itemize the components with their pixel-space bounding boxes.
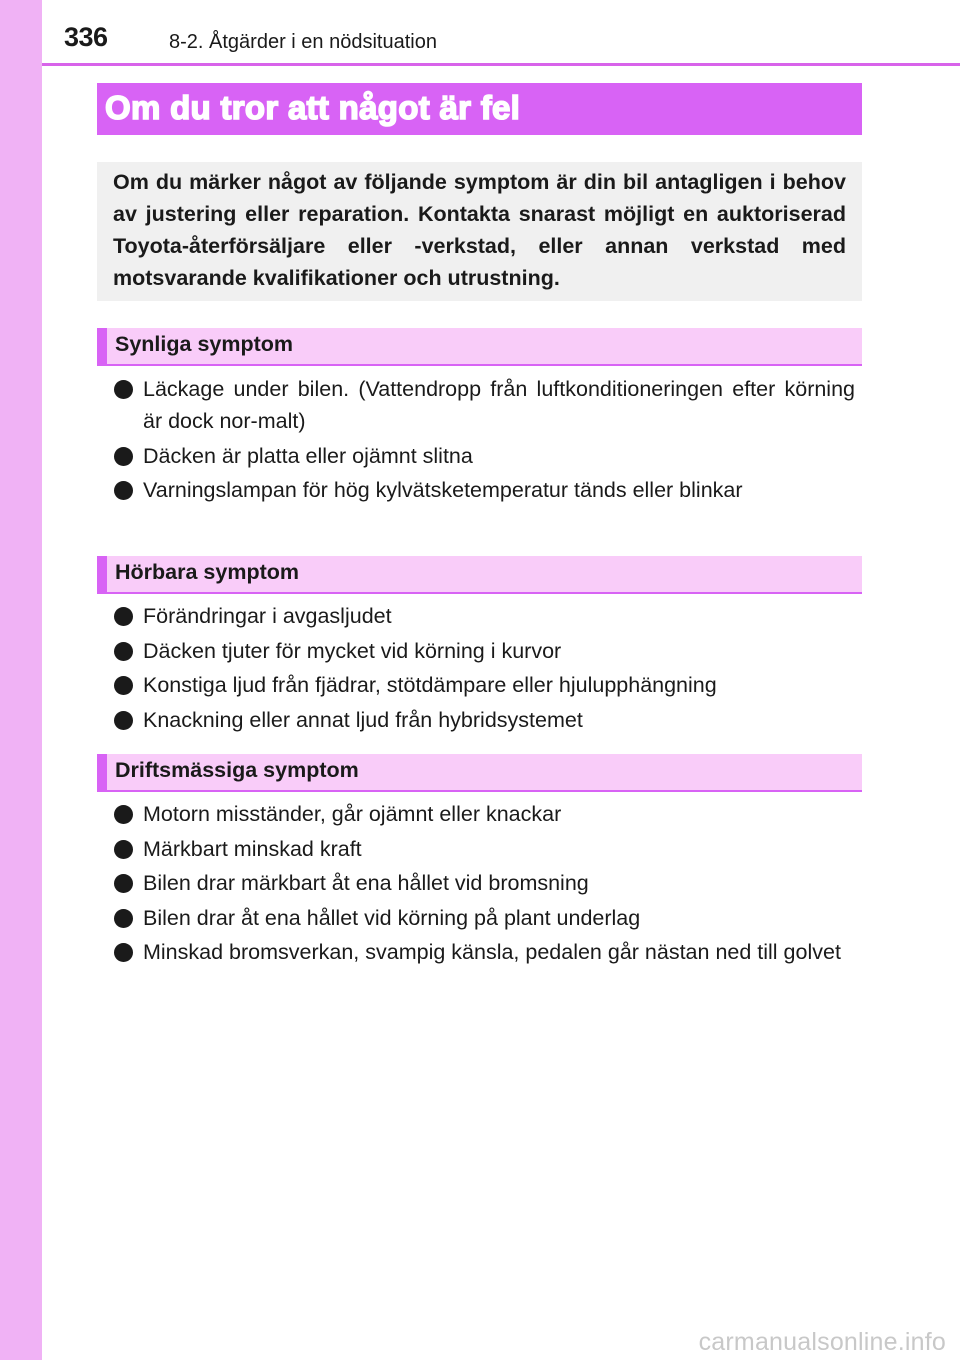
bullet-icon <box>114 943 133 962</box>
title-banner <box>97 83 862 135</box>
bullet-icon <box>114 642 133 661</box>
bullet-icon <box>114 840 133 859</box>
section-header-operational <box>97 754 862 792</box>
list-item <box>0 936 855 968</box>
list-item <box>0 704 855 736</box>
list-item-text: Däcken är platta eller ojämnt slitna <box>143 443 473 468</box>
list-item-text: Förändringar i avgasljudet <box>143 604 392 628</box>
bullet-icon <box>114 805 133 824</box>
list-item-text: Läckage under bilen. (Vattendropp från luftkonditioneringen efter körning är dock nor-malt) <box>143 377 855 433</box>
list-item <box>0 440 855 472</box>
section-header-audible <box>97 556 862 594</box>
bullet-icon <box>114 874 133 893</box>
bullet-icon <box>114 380 133 399</box>
list-item <box>0 373 855 437</box>
bullet-icon <box>114 676 133 695</box>
list-item <box>0 798 855 830</box>
list-item-text: Knackning eller annat ljud från hybridsystemet <box>143 707 583 732</box>
section-title: Driftsmässiga symptom <box>115 758 359 782</box>
section-items-visible <box>0 373 960 509</box>
list-item-text: Motorn misständer, går ojämnt eller knackar <box>143 802 562 826</box>
list-item-text: Däcken tjuter för mycket vid körning i kurvor <box>143 638 562 663</box>
section-title: Hörbara symptom <box>115 560 299 584</box>
list-item-text: Minskad bromsverkan, svampig känsla, pedalen går nästan ned till golvet <box>143 940 841 964</box>
intro-box <box>97 162 862 301</box>
section-items-audible <box>0 600 960 738</box>
list-item-text: Märkbart minskad kraft <box>143 836 362 861</box>
intro-text: Om du märker något av följande symptom är din bil antagligen i behov av justering eller reparation. Kontakta snarast möjligt en auktoriserad Toyota-återförsäljare eller -verkstad, eller annan verkstad med motsvarande kvalifikationer och utrustning. <box>113 170 846 290</box>
section-title: Synliga symptom <box>115 332 294 356</box>
bullet-icon <box>114 481 133 500</box>
list-item-text: Bilen drar åt ena hållet vid körning på plant underlag <box>143 905 641 930</box>
list-item-text: Varningslampan för hög kylvätsketemperatur tänds eller blinkar <box>143 478 743 502</box>
list-item <box>0 474 855 506</box>
list-item <box>0 833 855 865</box>
list-item <box>0 600 855 632</box>
page-number: 336 <box>64 22 108 52</box>
watermark: carmanualsonline.info <box>698 1328 946 1356</box>
list-item <box>0 669 855 701</box>
section-items-operational <box>0 798 960 971</box>
list-item <box>0 867 855 899</box>
header-rule <box>42 63 960 66</box>
section-header-visible <box>97 328 862 366</box>
bullet-icon <box>114 909 133 928</box>
list-item <box>0 902 855 934</box>
bullet-icon <box>114 447 133 466</box>
list-item <box>0 635 855 667</box>
chapter-label: 8-2. Åtgärder i en nödsituation <box>169 31 437 53</box>
bullet-icon <box>114 711 133 730</box>
list-item-text: Konstiga ljud från fjädrar, stötdämpare eller hjulupphängning <box>143 673 717 697</box>
page-title: Om du tror att något är fel <box>105 89 521 126</box>
list-item-text: Bilen drar märkbart åt ena hållet vid bromsning <box>143 871 589 895</box>
bullet-icon <box>114 607 133 626</box>
